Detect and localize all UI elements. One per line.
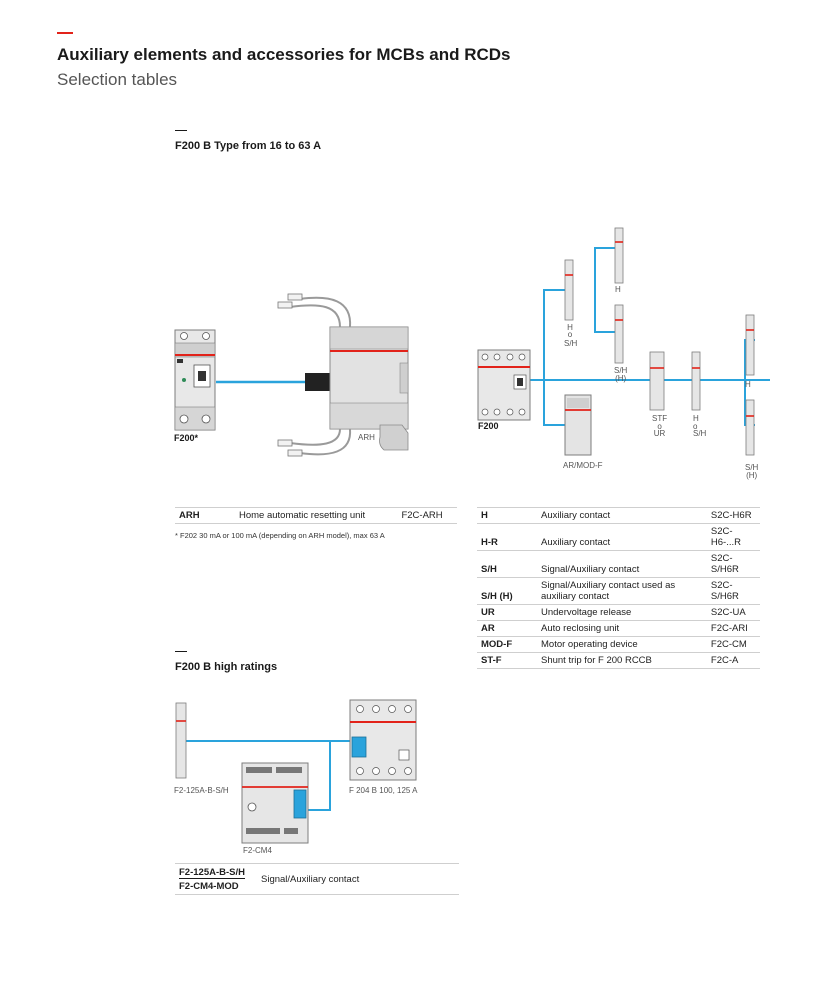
f2-cm4-device [242, 763, 308, 843]
label-h-top: H [615, 285, 621, 294]
diagram-arh [170, 285, 450, 465]
accessory-table [477, 507, 760, 669]
f2-125a-device [176, 703, 186, 778]
label-arh: ARH [358, 433, 375, 442]
section1-title: F200 B Type from 16 to 63 A [175, 140, 322, 152]
f200-rcd-device [175, 330, 215, 430]
label-h-o-sh: H o [567, 323, 573, 339]
label-f2-125a: F2-125A-B-S/H [174, 786, 229, 795]
high-ratings-table [175, 863, 459, 895]
table-row: MOD-F Motor operating device F2C-CM [477, 637, 760, 653]
table-row: S/H Signal/Auxiliary contact S2C-S/H6R [477, 551, 760, 578]
arh-table [175, 507, 457, 524]
label-stf-ur: STF o UR [652, 414, 668, 438]
section-dash [175, 130, 187, 131]
label-f200-star: F200* [174, 433, 199, 443]
section-dash [175, 651, 187, 652]
diagram-high-ratings [170, 695, 430, 855]
label-f2-cm4: F2-CM4 [243, 846, 272, 855]
table-row [175, 508, 457, 524]
label-ar-mod-f: AR/MOD-F [563, 461, 603, 470]
label-sh-1: S/H [564, 339, 578, 348]
label-sh-h: S/H (H) [614, 366, 628, 383]
f204-device [350, 700, 416, 780]
footnote: * F202 30 mA or 100 mA (depending on ARH model), max 63 A [175, 531, 385, 540]
page-subtitle: Selection tables [57, 70, 178, 89]
label-sh-h-right: S/H (H) [745, 463, 759, 480]
table-row: UR Undervoltage release S2C-UA [477, 605, 760, 621]
accent-bar [57, 32, 73, 34]
cell-ref: F2C-ARH [397, 508, 457, 524]
table-row: H-R Auxiliary contact S2C-H6-...R [477, 524, 760, 551]
page-title: Auxiliary elements and accessories for MCBs and RCDs [57, 45, 511, 64]
cell-code: ARH [175, 508, 235, 524]
arh-device [278, 294, 408, 456]
label-f200: F200 [478, 421, 499, 431]
ar-mod-f-device [565, 395, 591, 455]
table-row: ST-F Shunt trip for F 200 RCCB F2C-A [477, 653, 760, 669]
label-h-right: H [745, 380, 751, 389]
f200-4pole-device [478, 350, 530, 420]
diagram-f200-accessories [470, 220, 770, 480]
row-divider [179, 878, 245, 879]
table-row: S/H (H) Signal/Auxiliary contact used as auxiliary contact S2C-S/H6R [477, 578, 760, 605]
label-f204: F 204 B 100, 125 A [349, 786, 418, 795]
table-row: H Auxiliary contact S2C-H6R [477, 508, 760, 524]
cell-code: F2-CM4-MOD [179, 881, 239, 892]
label-h-o-sh-b: H o S/H [693, 414, 707, 438]
cell-code: F2-125A-B-S/H [179, 867, 245, 878]
table-row: AR Auto reclosing unit F2C-ARI [477, 621, 760, 637]
cell-description: Signal/Auxiliary contact [261, 874, 360, 885]
section2-title: F200 B high ratings [175, 661, 278, 673]
cell-description: Home automatic resetting unit [235, 508, 397, 524]
